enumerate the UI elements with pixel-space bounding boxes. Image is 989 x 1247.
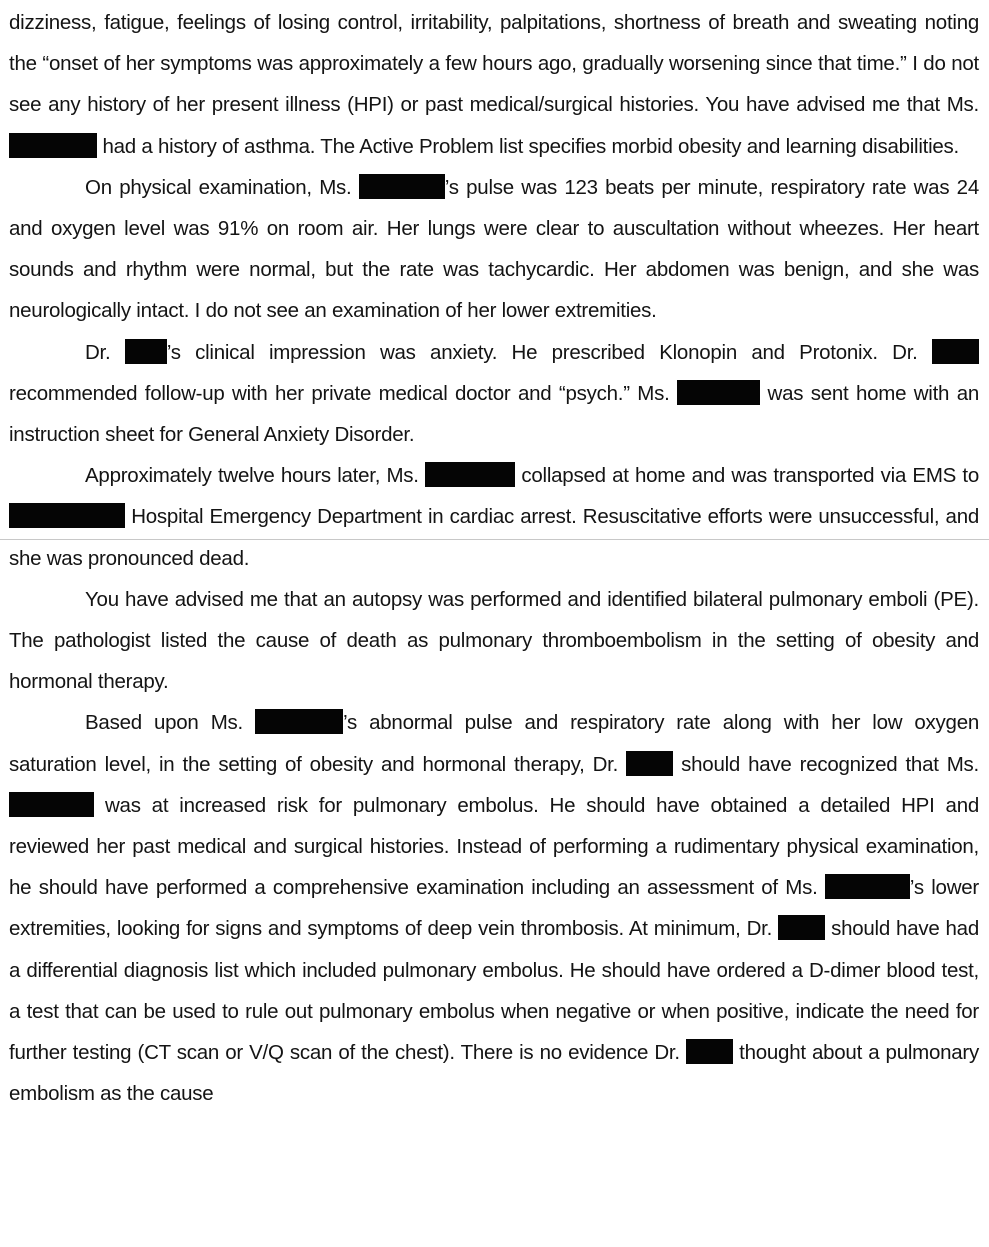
text-segment: Hospital Emergency Department in cardiac arrest. Resuscitative efforts were unsuccessful, and she was pronounced dead. xyxy=(9,505,979,570)
redaction-bar xyxy=(9,792,94,817)
scan-artifact-line xyxy=(0,539,989,540)
redaction-bar xyxy=(125,339,167,364)
paragraph-standard-of-care xyxy=(9,702,979,1114)
redaction-bar xyxy=(778,915,825,940)
text-segment: Approximately twelve hours later, Ms. xyxy=(85,464,426,488)
redaction-bar xyxy=(9,133,97,158)
paragraph-symptoms xyxy=(9,2,979,167)
redaction-bar xyxy=(425,462,515,487)
text-segment: ’s pulse was 123 beats per minute, respiratory rate was 24 and oxygen level was 91% on room air. Her lungs were clear to auscultation without wheezes. Her heart sounds and rhythm were normal, but the rate was tachycardic. Her abdomen was benign, and she was neurologically intact. I do not see an examination of her lower extremities. xyxy=(9,175,979,323)
redaction-bar xyxy=(932,339,979,364)
redaction-bar xyxy=(359,174,445,199)
text-segment: should have had a differential diagnosis list which included pulmonary embolus. He should have ordered a D-dimer blood test, a test that can be used to rule out pulmonary embolus when negative or when positive, indicate the need for further testing (CT scan or V/Q scan of the chest). There is no evidence Dr. xyxy=(9,917,979,1065)
paragraph-collapse xyxy=(9,455,979,579)
text-segment: had a history of asthma. The Active Problem list specifies morbid obesity and learning disabilities. xyxy=(97,134,960,158)
text-segment: Dr. xyxy=(85,340,125,364)
text-segment: collapsed at home and was transported via EMS to xyxy=(515,464,979,488)
redaction-bar xyxy=(686,1039,733,1064)
redaction-bar xyxy=(825,874,910,899)
text-segment: thought about a pulmonary embolism as the cause xyxy=(9,1041,980,1106)
redaction-bar xyxy=(677,380,760,405)
paragraph-physical-exam xyxy=(9,167,979,332)
redaction-bar xyxy=(626,751,673,776)
text-segment: Based upon Ms. xyxy=(85,711,256,735)
paragraph-autopsy xyxy=(9,579,979,703)
text-segment: ’s abnormal pulse and respiratory rate along with her low oxygen saturation level, in the setting of obesity and hormonal therapy, Dr. xyxy=(9,711,979,776)
redaction-bar xyxy=(9,503,125,528)
text-segment: should have recognized that Ms. xyxy=(673,752,979,776)
paragraph-clinical-impression xyxy=(9,332,979,456)
text-segment: ’s clinical impression was anxiety. He prescribed Klonopin and Protonix. Dr. xyxy=(166,340,932,364)
text-segment: On physical examination, Ms. xyxy=(85,175,359,199)
redaction-bar xyxy=(255,709,343,734)
text-segment: You have advised me that an autopsy was performed and identified bilateral pulmonary emboli (PE). The pathologist listed the cause of death as pulmonary thromboembolism in the setting of obesity and hormonal therapy. xyxy=(9,587,979,694)
text-segment: recommended follow-up with her private medical doctor and “psych.” Ms. xyxy=(9,381,678,405)
text-segment: ’s lower extremities, looking for signs and symptoms of deep vein thrombosis. At minimum, Dr. xyxy=(9,876,979,941)
text-segment: was at increased risk for pulmonary embolus. He should have obtained a detailed HPI and reviewed her past medical and surgical histories. Instead of performing a rudimentary physical examination, he should have performed a comprehensive examination including an assessment of Ms. xyxy=(9,793,979,900)
text-segment: dizziness, fatigue, feelings of losing control, irritability, palpitations, shortness of breath and sweating noting the “onset of her symptoms was approximately a few hours ago, gradually worsening since that time.” I do not see any history of her present illness (HPI) or past medical/surgical histories. You have advised me that Ms. xyxy=(9,11,979,117)
document-page xyxy=(9,2,979,1114)
text-segment: was sent home with an instruction sheet for General Anxiety Disorder. xyxy=(9,381,979,447)
